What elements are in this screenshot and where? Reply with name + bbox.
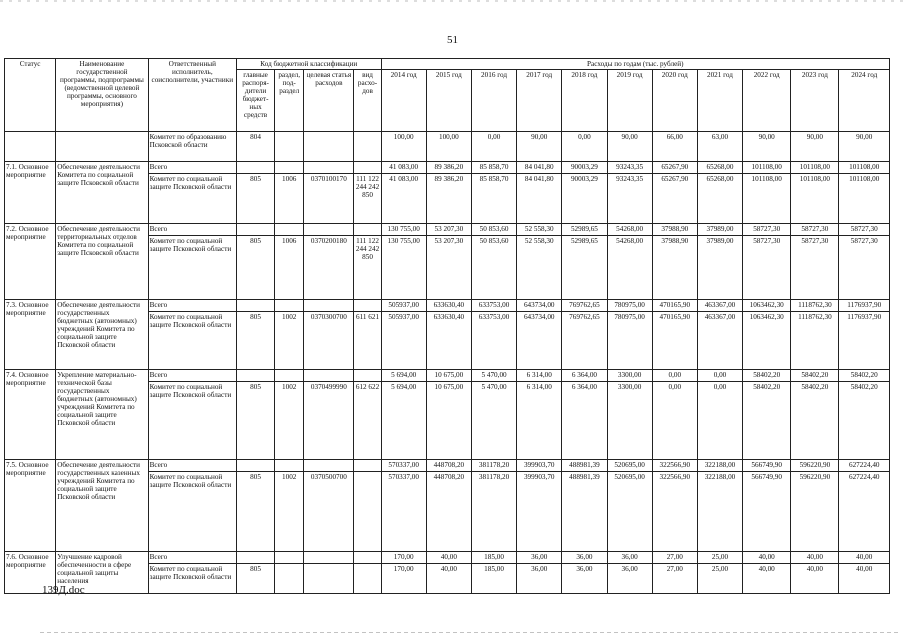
vr-cell	[354, 472, 381, 552]
csr-cell	[304, 224, 354, 236]
value-cell: 381178,20	[471, 472, 516, 552]
value-cell: 566749,90	[743, 472, 791, 552]
vr-cell	[354, 300, 381, 312]
name-cell: Укрепление материально-технической базы государственных бюджетных (автономных) учреждений Комитета по социальной защите Псковской области	[56, 370, 148, 460]
csr-cell: 0370200180	[304, 236, 354, 300]
value-cell: 85 858,70	[471, 174, 516, 224]
grbs-cell	[236, 460, 274, 472]
value-cell: 27,00	[652, 552, 697, 564]
name-cell: Обеспечение деятельности государственных казенных учреждений Комитета по социальной защите Псковской области	[56, 460, 148, 552]
value-cell: 643734,00	[517, 312, 562, 370]
value-cell: 58727,30	[791, 236, 839, 300]
value-cell: 54268,00	[607, 224, 652, 236]
grbs-cell: 805	[236, 236, 274, 300]
value-cell: 63,00	[697, 132, 742, 162]
csr-cell	[304, 132, 354, 162]
header-year: 2020 год	[652, 70, 697, 132]
grbs-cell: 805	[236, 564, 274, 594]
value-cell: 65268,00	[697, 174, 742, 224]
value-cell: 37989,00	[697, 236, 742, 300]
value-cell: 65267,90	[652, 162, 697, 174]
csr-cell: 0370300700	[304, 312, 354, 370]
razdel-cell: 1002	[275, 382, 304, 460]
value-cell: 643734,00	[517, 300, 562, 312]
page-number: 51	[447, 34, 458, 46]
responsible-cell: Комитет по социальной защите Псковской области	[148, 382, 236, 460]
value-cell: 58402,20	[743, 370, 791, 382]
value-cell: 0,00	[697, 382, 742, 460]
value-cell: 40,00	[839, 564, 890, 594]
value-cell: 52 558,30	[517, 224, 562, 236]
csr-cell	[304, 552, 354, 564]
razdel-cell: 1006	[275, 174, 304, 224]
table-row	[5, 370, 890, 382]
csr-cell: 0370100170	[304, 174, 354, 224]
value-cell: 185,00	[471, 564, 516, 594]
vr-cell	[354, 460, 381, 472]
csr-cell	[304, 564, 354, 594]
value-cell: 58402,20	[839, 370, 890, 382]
value-cell: 463367,00	[697, 312, 742, 370]
value-cell: 58727,30	[743, 236, 791, 300]
value-cell: 101108,00	[839, 162, 890, 174]
table-row	[5, 132, 890, 162]
value-cell: 25,00	[697, 552, 742, 564]
value-cell: 101108,00	[791, 174, 839, 224]
value-cell: 0,00	[562, 132, 607, 162]
header-year: 2017 год	[517, 70, 562, 132]
status-cell: 7.3. Основное мероприятие	[5, 300, 56, 370]
razdel-cell	[275, 564, 304, 594]
value-cell: 130 755,00	[381, 224, 426, 236]
value-cell: 322566,90	[652, 460, 697, 472]
value-cell: 780975,00	[607, 312, 652, 370]
value-cell: 36,00	[607, 552, 652, 564]
header-responsible: Ответственный исполнитель, соисполнители, участники	[148, 59, 236, 132]
value-cell: 58727,30	[839, 236, 890, 300]
value-cell: 381178,20	[471, 460, 516, 472]
responsible-cell: Всего	[148, 224, 236, 236]
razdel-cell	[275, 300, 304, 312]
razdel-cell	[275, 460, 304, 472]
table-row	[5, 224, 890, 236]
value-cell: 58727,30	[839, 224, 890, 236]
vr-cell	[354, 370, 381, 382]
responsible-cell: Всего	[148, 162, 236, 174]
value-cell: 58402,20	[839, 382, 890, 460]
value-cell: 5 694,00	[381, 382, 426, 460]
header-status: Статус	[5, 59, 56, 132]
value-cell: 66,00	[652, 132, 697, 162]
value-cell: 53 207,30	[426, 236, 471, 300]
value-cell: 84 041,80	[517, 162, 562, 174]
responsible-cell: Комитет по образованию Псковской области	[148, 132, 236, 162]
csr-cell: 0370500700	[304, 472, 354, 552]
vr-cell: 111 122 244 242 850	[354, 236, 381, 300]
header-budget-code: Код бюджетной классификации	[236, 59, 381, 70]
value-cell: 627224,40	[839, 460, 890, 472]
header-expenses: Расходы по годам (тыс. рублей)	[381, 59, 889, 70]
header-vr: вид расхо-дов	[354, 70, 381, 132]
csr-cell	[304, 460, 354, 472]
value-cell: 90,00	[839, 132, 890, 162]
value-cell: 53 207,30	[426, 224, 471, 236]
value-cell: 470165,90	[652, 312, 697, 370]
responsible-cell: Всего	[148, 370, 236, 382]
status-cell: 7.4. Основное мероприятие	[5, 370, 56, 460]
value-cell: 93243,35	[607, 162, 652, 174]
responsible-cell: Комитет по социальной защите Псковской области	[148, 174, 236, 224]
grbs-cell	[236, 300, 274, 312]
value-cell: 36,00	[607, 564, 652, 594]
value-cell: 36,00	[517, 552, 562, 564]
value-cell: 100,00	[426, 132, 471, 162]
name-cell	[56, 132, 148, 162]
value-cell: 101108,00	[743, 162, 791, 174]
value-cell: 6 364,00	[562, 370, 607, 382]
value-cell: 1063462,30	[743, 300, 791, 312]
value-cell: 6 364,00	[562, 382, 607, 460]
vr-cell: 611 621	[354, 312, 381, 370]
value-cell: 40,00	[426, 564, 471, 594]
header-csr: целевая статья расходов	[304, 70, 354, 132]
razdel-cell: 1002	[275, 312, 304, 370]
value-cell: 41 083,00	[381, 162, 426, 174]
value-cell: 596220,90	[791, 460, 839, 472]
value-cell: 322188,00	[697, 460, 742, 472]
value-cell: 37988,90	[652, 236, 697, 300]
value-cell: 52989,65	[562, 224, 607, 236]
value-cell: 58402,20	[791, 382, 839, 460]
value-cell: 41 083,00	[381, 174, 426, 224]
value-cell: 85 858,70	[471, 162, 516, 174]
csr-cell	[304, 162, 354, 174]
value-cell: 101108,00	[839, 174, 890, 224]
grbs-cell: 805	[236, 174, 274, 224]
value-cell: 520695,00	[607, 460, 652, 472]
value-cell: 101108,00	[791, 162, 839, 174]
value-cell: 633630,40	[426, 300, 471, 312]
header-year: 2018 год	[562, 70, 607, 132]
header-razdel: раздел, под-раздел	[275, 70, 304, 132]
razdel-cell: 1002	[275, 472, 304, 552]
name-cell: Обеспечение деятельности территориальных отделов Комитета по социальной защите Псковской области	[56, 224, 148, 300]
value-cell: 185,00	[471, 552, 516, 564]
value-cell: 5 694,00	[381, 370, 426, 382]
responsible-cell: Комитет по социальной защите Псковской области	[148, 472, 236, 552]
value-cell: 170,00	[381, 564, 426, 594]
vr-cell	[354, 132, 381, 162]
value-cell: 399903,70	[517, 472, 562, 552]
value-cell: 170,00	[381, 552, 426, 564]
razdel-cell	[275, 552, 304, 564]
value-cell: 90,00	[607, 132, 652, 162]
grbs-cell: 805	[236, 312, 274, 370]
value-cell: 566749,90	[743, 460, 791, 472]
header-year: 2022 год	[743, 70, 791, 132]
value-cell: 40,00	[743, 552, 791, 564]
responsible-cell: Всего	[148, 460, 236, 472]
value-cell: 470165,90	[652, 300, 697, 312]
vr-cell	[354, 552, 381, 564]
value-cell: 36,00	[562, 564, 607, 594]
csr-cell	[304, 300, 354, 312]
value-cell: 58402,20	[743, 382, 791, 460]
razdel-cell	[275, 132, 304, 162]
value-cell: 0,00	[471, 132, 516, 162]
value-cell: 633630,40	[426, 312, 471, 370]
value-cell: 90,00	[743, 132, 791, 162]
value-cell: 627224,40	[839, 472, 890, 552]
grbs-cell: 805	[236, 472, 274, 552]
status-cell: 7.1. Основное мероприятие	[5, 162, 56, 224]
value-cell: 1176937,90	[839, 300, 890, 312]
grbs-cell	[236, 370, 274, 382]
header-name: Наименование государственной программы, подпрограммы (ведомственной целевой программы, основного мероприятия)	[56, 59, 148, 132]
responsible-cell: Всего	[148, 300, 236, 312]
value-cell: 570337,00	[381, 472, 426, 552]
value-cell: 36,00	[517, 564, 562, 594]
header-year: 2015 год	[426, 70, 471, 132]
value-cell: 448708,20	[426, 472, 471, 552]
value-cell: 90003,29	[562, 162, 607, 174]
value-cell: 780975,00	[607, 300, 652, 312]
header-year: 2014 год	[381, 70, 426, 132]
responsible-cell: Комитет по социальной защите Псковской области	[148, 236, 236, 300]
name-cell: Обеспечение деятельности Комитета по социальной защите Псковской области	[56, 162, 148, 224]
value-cell: 505937,00	[381, 312, 426, 370]
header-year: 2016 год	[471, 70, 516, 132]
value-cell: 50 853,60	[471, 224, 516, 236]
responsible-cell: Всего	[148, 552, 236, 564]
value-cell: 65268,00	[697, 162, 742, 174]
value-cell: 93243,35	[607, 174, 652, 224]
responsible-cell: Комитет по социальной защите Псковской области	[148, 564, 236, 594]
value-cell: 90,00	[791, 132, 839, 162]
value-cell: 1176937,90	[839, 312, 890, 370]
value-cell: 40,00	[791, 552, 839, 564]
grbs-cell	[236, 162, 274, 174]
value-cell: 40,00	[791, 564, 839, 594]
value-cell: 570337,00	[381, 460, 426, 472]
razdel-cell	[275, 162, 304, 174]
value-cell: 6 314,00	[517, 382, 562, 460]
value-cell: 40,00	[426, 552, 471, 564]
scan-artifact-bottom	[40, 632, 900, 633]
table-row	[5, 460, 890, 472]
value-cell: 399903,70	[517, 460, 562, 472]
value-cell: 52989,65	[562, 236, 607, 300]
header-year: 2019 год	[607, 70, 652, 132]
value-cell: 5 470,00	[471, 382, 516, 460]
value-cell: 130 755,00	[381, 236, 426, 300]
value-cell: 0,00	[697, 370, 742, 382]
responsible-cell: Комитет по социальной защите Псковской области	[148, 312, 236, 370]
value-cell: 37989,00	[697, 224, 742, 236]
value-cell: 596220,90	[791, 472, 839, 552]
value-cell: 448708,20	[426, 460, 471, 472]
name-cell: Улучшение кадровой обеспеченности в сфере социальной защиты населения	[56, 552, 148, 594]
scan-artifact-top	[0, 0, 905, 2]
value-cell: 1118762,30	[791, 312, 839, 370]
table-row	[5, 162, 890, 174]
value-cell: 0,00	[652, 382, 697, 460]
value-cell: 40,00	[839, 552, 890, 564]
value-cell: 36,00	[562, 552, 607, 564]
value-cell: 488981,39	[562, 472, 607, 552]
value-cell: 89 386,20	[426, 174, 471, 224]
csr-cell	[304, 370, 354, 382]
budget-table	[4, 58, 890, 594]
grbs-cell	[236, 224, 274, 236]
table-row	[5, 552, 890, 564]
value-cell: 40,00	[743, 564, 791, 594]
value-cell: 10 675,00	[426, 382, 471, 460]
grbs-cell: 805	[236, 382, 274, 460]
value-cell: 101108,00	[743, 174, 791, 224]
value-cell: 54268,00	[607, 236, 652, 300]
header-year: 2021 год	[697, 70, 742, 132]
value-cell: 3300,00	[607, 382, 652, 460]
status-cell: 7.5. Основное мероприятие	[5, 460, 56, 552]
value-cell: 322188,00	[697, 472, 742, 552]
value-cell: 633753,00	[471, 300, 516, 312]
table-row	[5, 300, 890, 312]
value-cell: 37988,90	[652, 224, 697, 236]
value-cell: 27,00	[652, 564, 697, 594]
razdel-cell: 1006	[275, 236, 304, 300]
status-cell: 7.2. Основное мероприятие	[5, 224, 56, 300]
value-cell: 505937,00	[381, 300, 426, 312]
value-cell: 84 041,80	[517, 174, 562, 224]
header-row-1	[5, 59, 890, 70]
vr-cell	[354, 162, 381, 174]
header-year: 2024 год	[839, 70, 890, 132]
header-grbs: главные распоря-дители бюджет-ных средств	[236, 70, 274, 132]
grbs-cell	[236, 552, 274, 564]
vr-cell	[354, 564, 381, 594]
value-cell: 1118762,30	[791, 300, 839, 312]
vr-cell: 612 622	[354, 382, 381, 460]
vr-cell	[354, 224, 381, 236]
value-cell: 769762,65	[562, 312, 607, 370]
value-cell: 58402,20	[791, 370, 839, 382]
footer-filename: 139Д.doc	[42, 584, 85, 596]
table-body	[5, 132, 890, 594]
value-cell: 25,00	[697, 564, 742, 594]
status-cell	[5, 132, 56, 162]
value-cell: 3300,00	[607, 370, 652, 382]
value-cell: 520695,00	[607, 472, 652, 552]
status-cell: 7.6. Основное мероприятие	[5, 552, 56, 594]
value-cell: 90,00	[517, 132, 562, 162]
vr-cell: 111 122 244 242 850	[354, 174, 381, 224]
value-cell: 52 558,30	[517, 236, 562, 300]
razdel-cell	[275, 370, 304, 382]
value-cell: 89 386,20	[426, 162, 471, 174]
value-cell: 1063462,30	[743, 312, 791, 370]
value-cell: 10 675,00	[426, 370, 471, 382]
header-year: 2023 год	[791, 70, 839, 132]
name-cell: Обеспечение деятельности государственных бюджетных (автономных) учреждений Комитета по социальной защите Псковской области	[56, 300, 148, 370]
razdel-cell	[275, 224, 304, 236]
csr-cell: 0370499990	[304, 382, 354, 460]
value-cell: 769762,65	[562, 300, 607, 312]
value-cell: 633753,00	[471, 312, 516, 370]
value-cell: 463367,00	[697, 300, 742, 312]
value-cell: 65267,90	[652, 174, 697, 224]
value-cell: 322566,90	[652, 472, 697, 552]
value-cell: 58727,30	[743, 224, 791, 236]
grbs-cell: 804	[236, 132, 274, 162]
value-cell: 5 470,00	[471, 370, 516, 382]
value-cell: 6 314,00	[517, 370, 562, 382]
value-cell: 0,00	[652, 370, 697, 382]
value-cell: 50 853,60	[471, 236, 516, 300]
value-cell: 58727,30	[791, 224, 839, 236]
value-cell: 90003,29	[562, 174, 607, 224]
value-cell: 100,00	[381, 132, 426, 162]
value-cell: 488981,39	[562, 460, 607, 472]
